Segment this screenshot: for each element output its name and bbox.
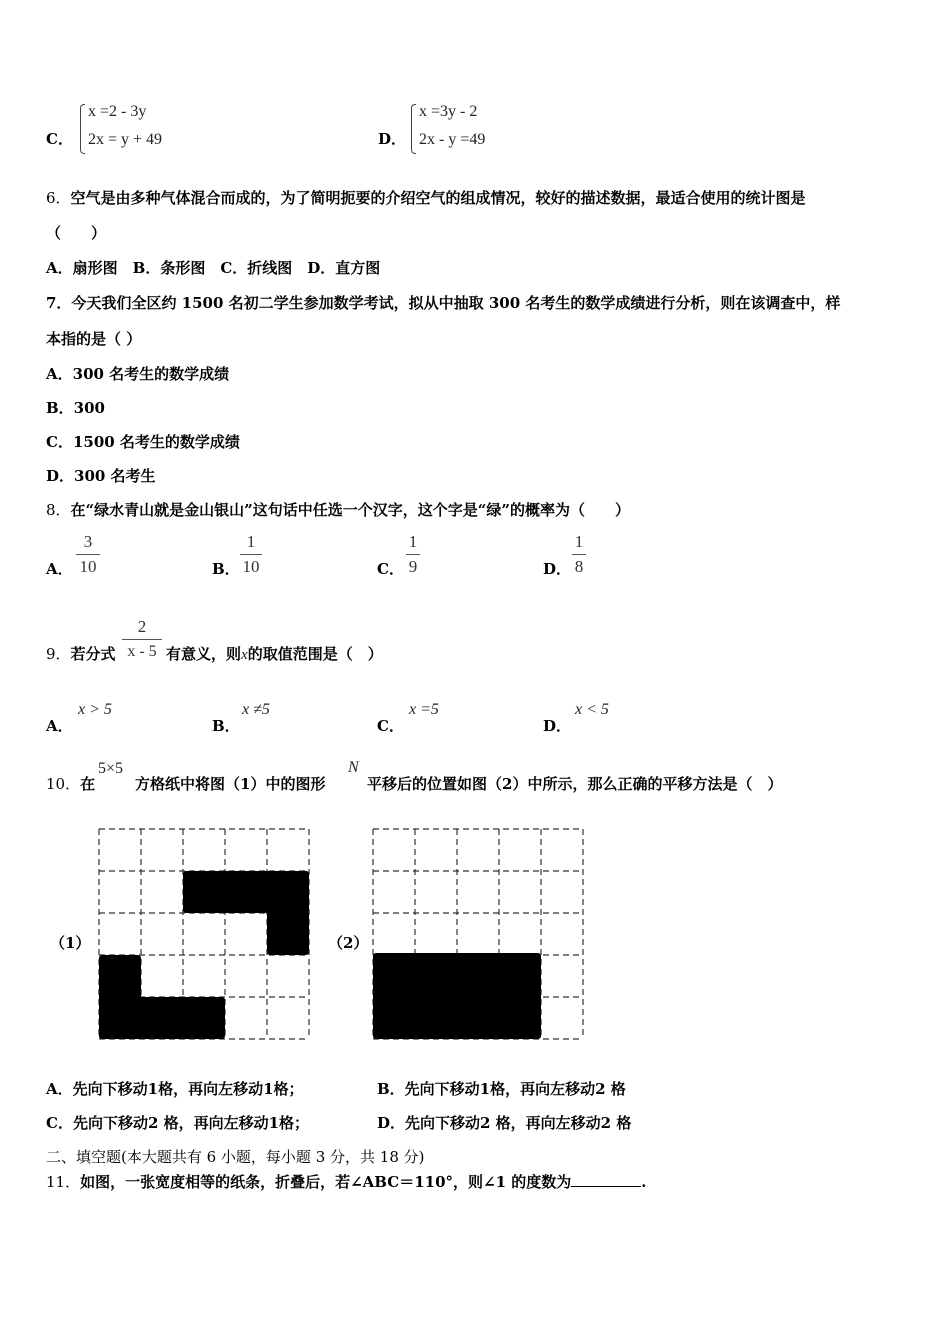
q10-stem-post: 平移后的位置如图（2）中所示，那么正确的平移方法是（ ）: [367, 775, 783, 793]
q10-option-c: C．先向下移动2 格，再向左移动1格；: [46, 1114, 310, 1132]
q9-option-a-label: A．: [46, 717, 73, 735]
q10-option-b: B．先向下移动1格，再向左移动2 格: [377, 1080, 626, 1098]
q8-option-d-label: D．: [543, 560, 572, 578]
q8-option-b-label: B．: [212, 560, 240, 578]
q5-option-d-label: D．: [378, 130, 407, 148]
q9-fraction-numerator: 2: [137, 617, 147, 636]
q6-text: 空气是由多种气体混合而成的，为了简明扼要的介绍空气的组成情况，较好的描述数据，最适合使用的统计图是: [70, 189, 806, 207]
q9-option-c-label: C．: [377, 717, 404, 735]
q8-option-b-fraction: [240, 531, 262, 578]
q5-option-d-brace: [411, 104, 416, 154]
q10-figure2-grid: [372, 828, 584, 1040]
q8-option-c-fraction: [406, 531, 420, 578]
q9-option-b-expr: x ≠5: [242, 701, 270, 718]
q7-stem-line1: 7．今天我们全区约 1500 名初二学生参加数学考试，拟从中抽取 300 名考生的数学成绩进行分析，则在该调查中，样: [46, 294, 841, 312]
q8-option-a-label: A．: [46, 560, 73, 578]
q7-option-a: A．300 名考生的数学成绩: [46, 365, 230, 383]
q8-option-d-numerator: 1: [574, 532, 584, 551]
q9-text-pre: 若分式: [70, 645, 116, 663]
q11-number: 11．: [46, 1173, 81, 1191]
q9-fraction-denominator: x - 5: [127, 643, 157, 660]
q9-option-a-expr: x > 5: [78, 701, 112, 718]
q8-stem: [46, 499, 630, 520]
q5-option-c-brace: [80, 104, 85, 154]
q8-option-a-denominator: 10: [79, 557, 97, 576]
q5-option-c-eq2: 2x = y + 49: [88, 131, 163, 148]
q7-option-d: D．300 名考生: [46, 467, 156, 485]
q8-option-c-denominator: 9: [408, 557, 418, 576]
q9-option-b-label: B．: [212, 717, 240, 735]
q8-option-d-fraction: [572, 531, 586, 578]
figure2-translated-shape: [373, 953, 541, 1039]
q10-stem-pre: [46, 773, 95, 794]
q10-figure2-label: （2）: [328, 934, 369, 952]
q9-variable: x: [241, 647, 248, 663]
q11-end: .: [641, 1173, 647, 1191]
q10-option-a: A．先向下移动1格，再向左移动1格；: [46, 1080, 304, 1098]
q10-number: 10．: [46, 775, 81, 793]
q6-number: 6．: [46, 189, 71, 207]
q10-option-d: D．先向下移动2 格，再向左移动2 格: [377, 1114, 632, 1132]
q9-option-d-label: D．: [543, 717, 572, 735]
q10-shape-letter: N: [348, 759, 359, 776]
q9-stem-pre: [46, 643, 116, 664]
q9-fraction: [122, 616, 162, 663]
q5-option-c-eq1: x =2 - 3y: [88, 103, 147, 120]
q5-option-d-eq1: x =3y - 2: [419, 103, 478, 120]
q9-text-post2: 的取值范围是（ ）: [247, 645, 383, 663]
section2-title: 二、填空题(本大题共有 6 小题，每小题 3 分，共 18 分): [46, 1148, 425, 1166]
q7-option-b: B．300: [46, 399, 105, 417]
q10-grid-size: 5×5: [98, 760, 124, 777]
q8-option-b-numerator: 1: [246, 532, 256, 551]
q8-option-b-denominator: 10: [242, 557, 260, 576]
q10-figure1-grid: [98, 828, 310, 1040]
q8-option-a-numerator: 3: [83, 532, 93, 551]
q9-stem-post: [166, 643, 383, 664]
q8-option-c-numerator: 1: [408, 532, 418, 551]
q8-option-c-label: C．: [377, 560, 404, 578]
q9-number: 9．: [46, 645, 71, 663]
q9-text-post: 有意义，则: [166, 645, 242, 663]
q8-option-d-denominator: 8: [574, 557, 584, 576]
q6-paren: （ ）: [46, 224, 107, 242]
q11-stem: [46, 1171, 646, 1192]
q8-number: 8．: [46, 501, 71, 519]
q8-text: 在“绿水青山就是金山银山”这句话中任选一个汉字，这个字是“绿”的概率为（ ）: [70, 501, 631, 519]
q10-figure1-label: （1）: [50, 934, 91, 952]
q6-stem: [46, 187, 806, 208]
q11-text: 如图，一张宽度相等的纸条，折叠后，若∠ABC＝110°，则∠1 的度数为: [80, 1173, 572, 1191]
q7-stem-line2: 本指的是（ ）: [46, 330, 142, 348]
q5-option-d-eq2: 2x - y =49: [419, 131, 486, 148]
q10-stem-mid: 方格纸中将图（1）中的图形: [135, 775, 326, 793]
q9-option-c-expr: x =5: [409, 701, 439, 718]
q11-answer-blank[interactable]: [571, 1172, 641, 1187]
q9-option-d-expr: x < 5: [575, 701, 609, 718]
q5-option-c-label: C．: [46, 130, 73, 148]
q6-options: A．扇形图 B．条形图 C．折线图 D．直方图: [46, 259, 381, 277]
q10-text-pre: 在: [80, 775, 96, 793]
q7-option-c: C．1500 名考生的数学成绩: [46, 433, 240, 451]
q8-option-a-fraction: [76, 531, 100, 578]
